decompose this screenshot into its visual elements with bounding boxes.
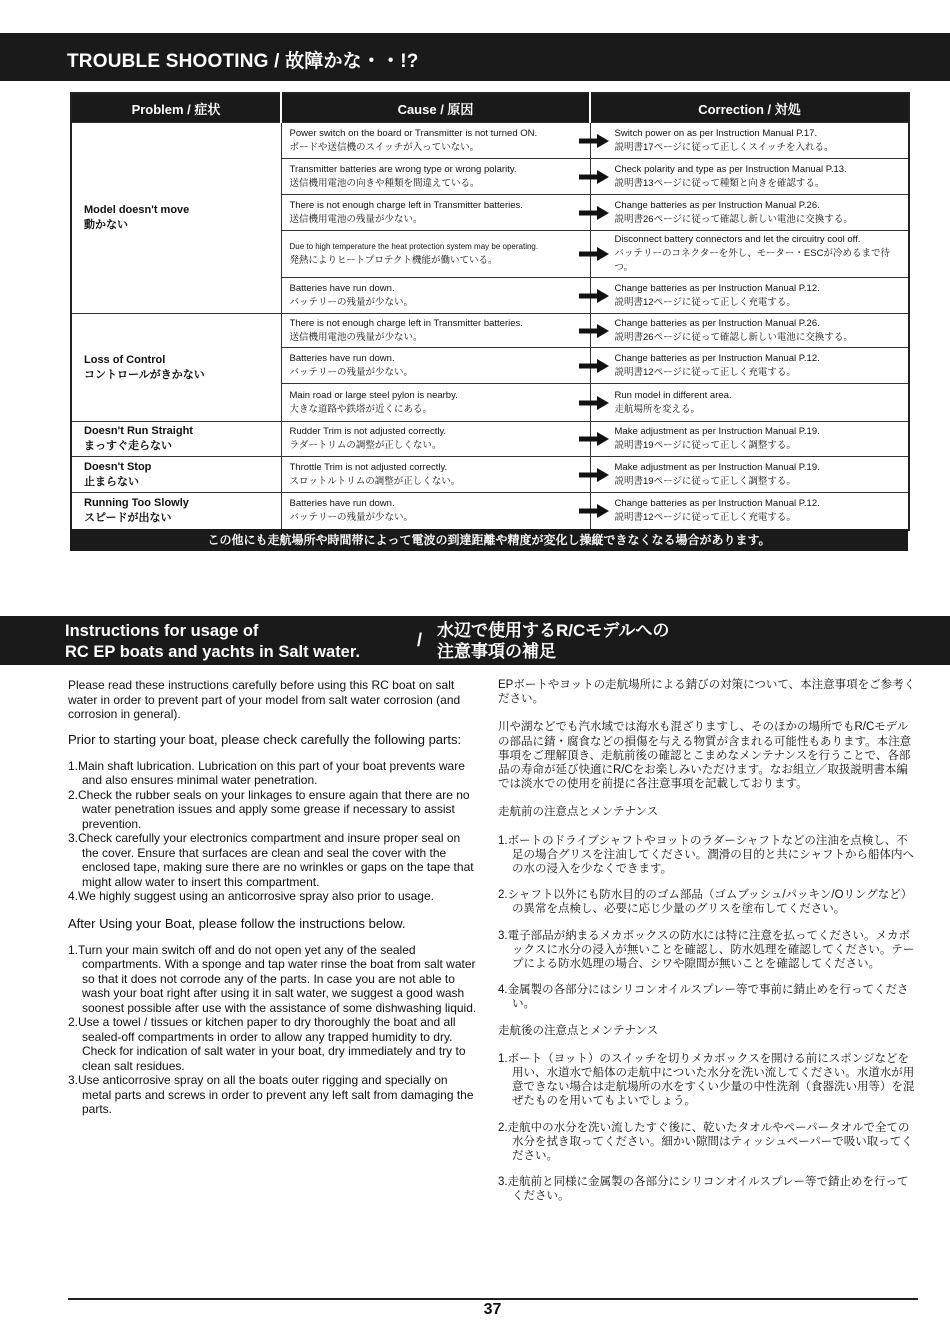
correction-jp: 説明書12ページに従って正しく充電する。 xyxy=(614,296,796,308)
correction-jp: 説明書19ページに従って正しく調整する。 xyxy=(614,440,796,451)
list-item: 2.走航中の水分を洗い流したすぐ後に、乾いたタオルやペーパータオルで全ての水分を拭き取ってください。細かい隙間はティッシュペーパーで吸い取ってください。 xyxy=(498,1121,913,1163)
problem-jp: コントロールがきかない xyxy=(84,368,205,381)
right-arrow-icon xyxy=(579,134,609,148)
list-item: 3.電子部品が納まるメカボックスの防水には特に注意を払ってください。メカボックスに水分の浸入が無いことを確認し、防水処理を確認してください。テープによる防水処理の場合、シワや隙間が無いことを確認してください。 xyxy=(498,929,915,971)
troubleshooting-header xyxy=(0,33,950,81)
cause-column-header: Cause / 原因 xyxy=(281,93,590,123)
problem-en: Model doesn't move xyxy=(84,204,190,216)
list-item: 3.Check carefully your electronics compartment and insure proper seal on the cover. Ensure that surfaces are clean and seal the cover with the enclosed tape, making sure there are no wrinkles or gaps on the tape that might allow water to insert this compartment. xyxy=(68,831,474,889)
list-item: 4.金属製の各部分にはシリコンオイルスプレー等で事前に錆止めを行ってください。 xyxy=(498,984,909,1011)
salt-water-title-en xyxy=(65,621,360,663)
salt-water-title-jp-line2: 注意事項の補足 xyxy=(437,642,556,661)
list-item: 1.Main shaft lubrication. Lubrication on this part of your boat prevents ware and also ensures minimal water penetration. xyxy=(68,758,465,787)
page-number: 37 xyxy=(483,1301,502,1318)
troubleshooting-title: TROUBLE SHOOTING / 故障かな・・!? xyxy=(67,51,419,72)
correction-jp: 説明書26ページに従って確認し新しい電池に交換する。 xyxy=(614,331,853,343)
right-arrow-icon xyxy=(579,247,609,261)
correction-cell xyxy=(590,123,909,159)
table-row xyxy=(71,123,909,159)
correction-cell xyxy=(590,348,909,384)
correction-en: Run model in different area. xyxy=(614,389,732,401)
cause-cell xyxy=(281,348,590,384)
title-separator: / xyxy=(417,630,423,650)
list-item: 3.走航前と同様に金属製の各部分にシリコンオイルスプレー等で錆止めを行ってください。 xyxy=(498,1176,909,1203)
correction-en: Change batteries as per Instruction Manual P.26. xyxy=(614,317,820,329)
cause-en: Batteries have run down. xyxy=(289,352,395,364)
cause-jp: バッテリーの残量が少ない。 xyxy=(289,366,414,378)
problem-column-header: Problem / 症状 xyxy=(71,93,281,123)
table-row xyxy=(71,493,909,530)
cause-en: Due to high temperature the heat protection system may be operating. xyxy=(289,242,539,251)
before-use-list-jp xyxy=(498,834,916,1012)
correction-en: Make adjustment as per Instruction Manual P.19. xyxy=(614,426,820,437)
cause-en: There is not enough charge left in Transmitter batteries. xyxy=(289,199,523,211)
cause-jp: 大きな道路や鉄塔が近くにある。 xyxy=(289,403,433,415)
cause-cell xyxy=(281,457,590,493)
cause-jp: バッテリーの残量が少ない。 xyxy=(289,296,414,308)
after-use-heading: After Using your Boat, please follow the instructions below. xyxy=(68,915,406,931)
problem-cell xyxy=(71,422,281,457)
problem-jp: 止まらない xyxy=(84,475,139,488)
cause-jp: 発熱によりヒートプロテクト機能が働いている。 xyxy=(289,255,498,266)
japanese-intro: EPボートやヨットの走航場所による錆びの対策について、本注意事項をご参考ください。 xyxy=(498,679,916,706)
cause-en: Rudder Trim is not adjusted correctly. xyxy=(289,426,447,437)
right-arrow-icon xyxy=(579,206,609,220)
cause-jp: ラダートリムの調整が正しくない。 xyxy=(289,440,442,451)
after-use-list-jp xyxy=(498,1052,916,1204)
english-intro: Please read these instructions carefully before using this RC boat on salt water in order to prevent part of your model from salt water corrosion (and corrosion in general). xyxy=(68,678,461,721)
problem-cell xyxy=(71,457,281,493)
correction-jp: 説明書19ページに従って正しく調整する。 xyxy=(614,475,796,487)
list-item: 1.ボート（ヨット）のスイッチを切りメカボックスを開ける前にスポンジなどを用い、水道水で船体の走航中についた水分を洗い流してください。水道水が用意できない場合は走航場所の水をすくい少量の中性洗剤（食器洗い用等）を混ぜたものを用いてもよいでしょう。 xyxy=(498,1052,915,1108)
correction-cell xyxy=(590,422,909,457)
salt-water-title-en-line2: RC EP boats and yachts in Salt water. xyxy=(65,643,360,661)
problem-jp: スピードが出ない xyxy=(84,511,172,524)
right-arrow-icon xyxy=(579,504,609,518)
right-arrow-icon xyxy=(579,468,609,482)
cause-en: Transmitter batteries are wrong type or wrong polarity. xyxy=(289,163,517,175)
cause-en: Power switch on the board or Transmitter is not turned ON. xyxy=(289,127,538,139)
list-item: 1.ボートのドライブシャフトやヨットのラダーシャフトなどの注油を点検し、不足の場合グリスを注油してください。潤滑の目的と共にシャフトから船体内への水の浸入を少なくできます。 xyxy=(498,834,915,876)
cause-cell xyxy=(281,231,590,278)
cause-cell xyxy=(281,384,590,422)
correction-column-header: Correction / 対処 xyxy=(590,93,909,123)
problem-cell xyxy=(71,493,281,530)
troubleshooting-table xyxy=(70,92,910,531)
correction-jp: 説明書17ページに従って正しくスイッチを入れる。 xyxy=(614,141,834,153)
correction-cell xyxy=(590,159,909,195)
cause-en: Throttle Trim is not adjusted correctly. xyxy=(289,461,448,473)
salt-water-title-en-line1: Instructions for usage of xyxy=(65,622,259,640)
salt-water-title-jp-line1: 水辺で使用するR/Cモデルへの xyxy=(437,621,670,640)
cause-jp: 送信機用電池の残量が少ない。 xyxy=(289,331,423,343)
cause-cell xyxy=(281,195,590,231)
correction-en: Change batteries as per Instruction Manual P.12. xyxy=(614,352,820,364)
cause-jp: バッテリーの残量が少ない。 xyxy=(289,511,414,523)
correction-jp: 説明書12ページに従って正しく充電する。 xyxy=(614,366,796,378)
correction-cell xyxy=(590,493,909,530)
problem-en: Doesn't Stop xyxy=(84,460,152,473)
japanese-intro-2: 川や湖などでも汽水域では海水も混ざりますし、そのほかの場所でもR/Cモデルの部品に錆・腐食などの損傷を与える物質が含まれる可能性もあります。本注意事項をご理解頂き、走航前後の確認とこまめなメンテナンスを行うことで、各部品の寿命が延び快適にR/Cをお楽しみいただけます。なお組立／取扱説明書本編では淡水での使用を前提に各注意事項を記載しております。 xyxy=(498,721,912,791)
correction-jp: 説明書13ページに従って種類と向きを確認する。 xyxy=(614,177,825,189)
list-item: 2.Check the rubber seals on your linkages to ensure again that there are no water penetration issues and apply some grease if necessary to assist prevention. xyxy=(68,787,470,831)
problem-en: Doesn't Run Straight xyxy=(84,425,193,437)
footer-divider xyxy=(68,1298,918,1300)
table-row xyxy=(71,314,909,348)
after-use-list xyxy=(68,943,478,1117)
correction-cell xyxy=(590,384,909,422)
list-item: 2.シャフト以外にも防水目的のゴム部品（ゴムブッシュ/パッキン/Oリングなど）の異常を点検し、必要に応じ少量のグリスを塗布してください。 xyxy=(498,889,913,916)
cause-cell xyxy=(281,493,590,530)
japanese-instructions xyxy=(498,678,916,1216)
cause-cell xyxy=(281,422,590,457)
correction-cell xyxy=(590,457,909,493)
right-arrow-icon xyxy=(579,289,609,303)
right-arrow-icon xyxy=(579,324,609,338)
cause-en: There is not enough charge left in Transmitter batteries. xyxy=(289,317,523,329)
correction-jp: 説明書12ページに従って正しく充電する。 xyxy=(614,511,796,523)
problem-en: Loss of Control xyxy=(84,353,166,366)
right-arrow-icon xyxy=(579,359,609,373)
correction-jp: 走航場所を変える。 xyxy=(614,403,701,415)
cause-en: Main road or large steel pylon is nearby. xyxy=(289,389,458,401)
problem-cell xyxy=(71,123,281,314)
cause-jp: 送信機用電池の残量が少ない。 xyxy=(289,213,423,225)
salt-water-header xyxy=(0,616,950,665)
cause-jp: ボードや送信機のスイッチが入っていない。 xyxy=(289,141,480,153)
before-use-heading-jp: 走航前の注意点とメンテナンス xyxy=(498,806,659,819)
list-item: 1.Turn your main switch off and do not open yet any of the sealed compartments. With a sponge and tap water rinse the boat from salt water so that it does not corrode any of the parts. In case you are not able to wash your boat right after using it in salt water, we suggest a good wash soonest possible after use with the assistance of some dishwashing liquid. xyxy=(68,942,477,1015)
correction-jp: 説明書26ページに従って確認し新しい電池に交換する。 xyxy=(614,213,853,225)
list-item: 3.Use anticorrosive spray on all the boats outer rigging and specially on metal parts and screws in order to prevent any left salt from damaging the parts. xyxy=(68,1073,474,1116)
cause-cell xyxy=(281,278,590,314)
correction-en: Switch power on as per Instruction Manual P.17. xyxy=(614,127,818,139)
correction-en: Disconnect battery connectors and let the circuitry cool off. xyxy=(614,234,861,245)
before-use-heading: Prior to starting your boat, please check carefully the following parts: xyxy=(68,731,462,747)
table-row xyxy=(71,422,909,457)
table-header-row xyxy=(71,93,909,123)
correction-en: Make adjustment as per Instruction Manual P.19. xyxy=(614,461,820,473)
right-arrow-icon xyxy=(579,432,609,446)
problem-jp: まっすぐ走らない xyxy=(84,440,172,452)
cause-en: Batteries have run down. xyxy=(289,282,395,294)
correction-en: Check polarity and type as per Instruction Manual P.13. xyxy=(614,163,847,175)
correction-cell xyxy=(590,278,909,314)
english-instructions xyxy=(68,678,478,1129)
correction-en: Change batteries as per Instruction Manual P.12. xyxy=(614,282,820,294)
correction-en: Change batteries as per Instruction Manual P.12. xyxy=(614,497,820,509)
before-use-list xyxy=(68,759,478,904)
troubleshooting-note: この他にも走航場所や時間帯によって電波の到達距離や精度が変化し操縦できなくなる場合があります。 xyxy=(70,529,908,551)
cause-jp: 送信機用電池の向きや種類を間違えている。 xyxy=(289,177,480,189)
cause-jp: スロットルトリムの調整が正しくない。 xyxy=(289,475,461,487)
cause-cell xyxy=(281,123,590,159)
problem-cell xyxy=(71,314,281,422)
right-arrow-icon xyxy=(579,396,609,410)
correction-cell xyxy=(590,231,909,278)
correction-cell xyxy=(590,195,909,231)
list-item: 4.We highly suggest using an anticorrosive spray also prior to usage. xyxy=(68,889,434,903)
cause-cell xyxy=(281,159,590,195)
problem-en: Running Too Slowly xyxy=(84,496,189,509)
after-use-heading-jp: 走航後の注意点とメンテナンス xyxy=(498,1024,659,1037)
problem-jp: 動かない xyxy=(84,219,128,231)
list-item: 2.Use a towel / tissues or kitchen paper to dry thoroughly the boat and all sealed-off compartments in order to allow any trapped humidity to dry. Check for indication of salt water in your boat, dry immediately and try to clean salt residues. xyxy=(68,1015,466,1073)
salt-water-title-jp xyxy=(437,620,669,662)
cause-en: Batteries have run down. xyxy=(289,497,395,509)
correction-jp: バッテリーのコネクターを外し、モーター・ESCが冷めるまで待つ。 xyxy=(614,248,890,273)
cause-cell xyxy=(281,314,590,348)
table-row xyxy=(71,457,909,493)
correction-en: Change batteries as per Instruction Manual P.26. xyxy=(614,199,820,211)
correction-cell xyxy=(590,314,909,348)
right-arrow-icon xyxy=(579,170,609,184)
